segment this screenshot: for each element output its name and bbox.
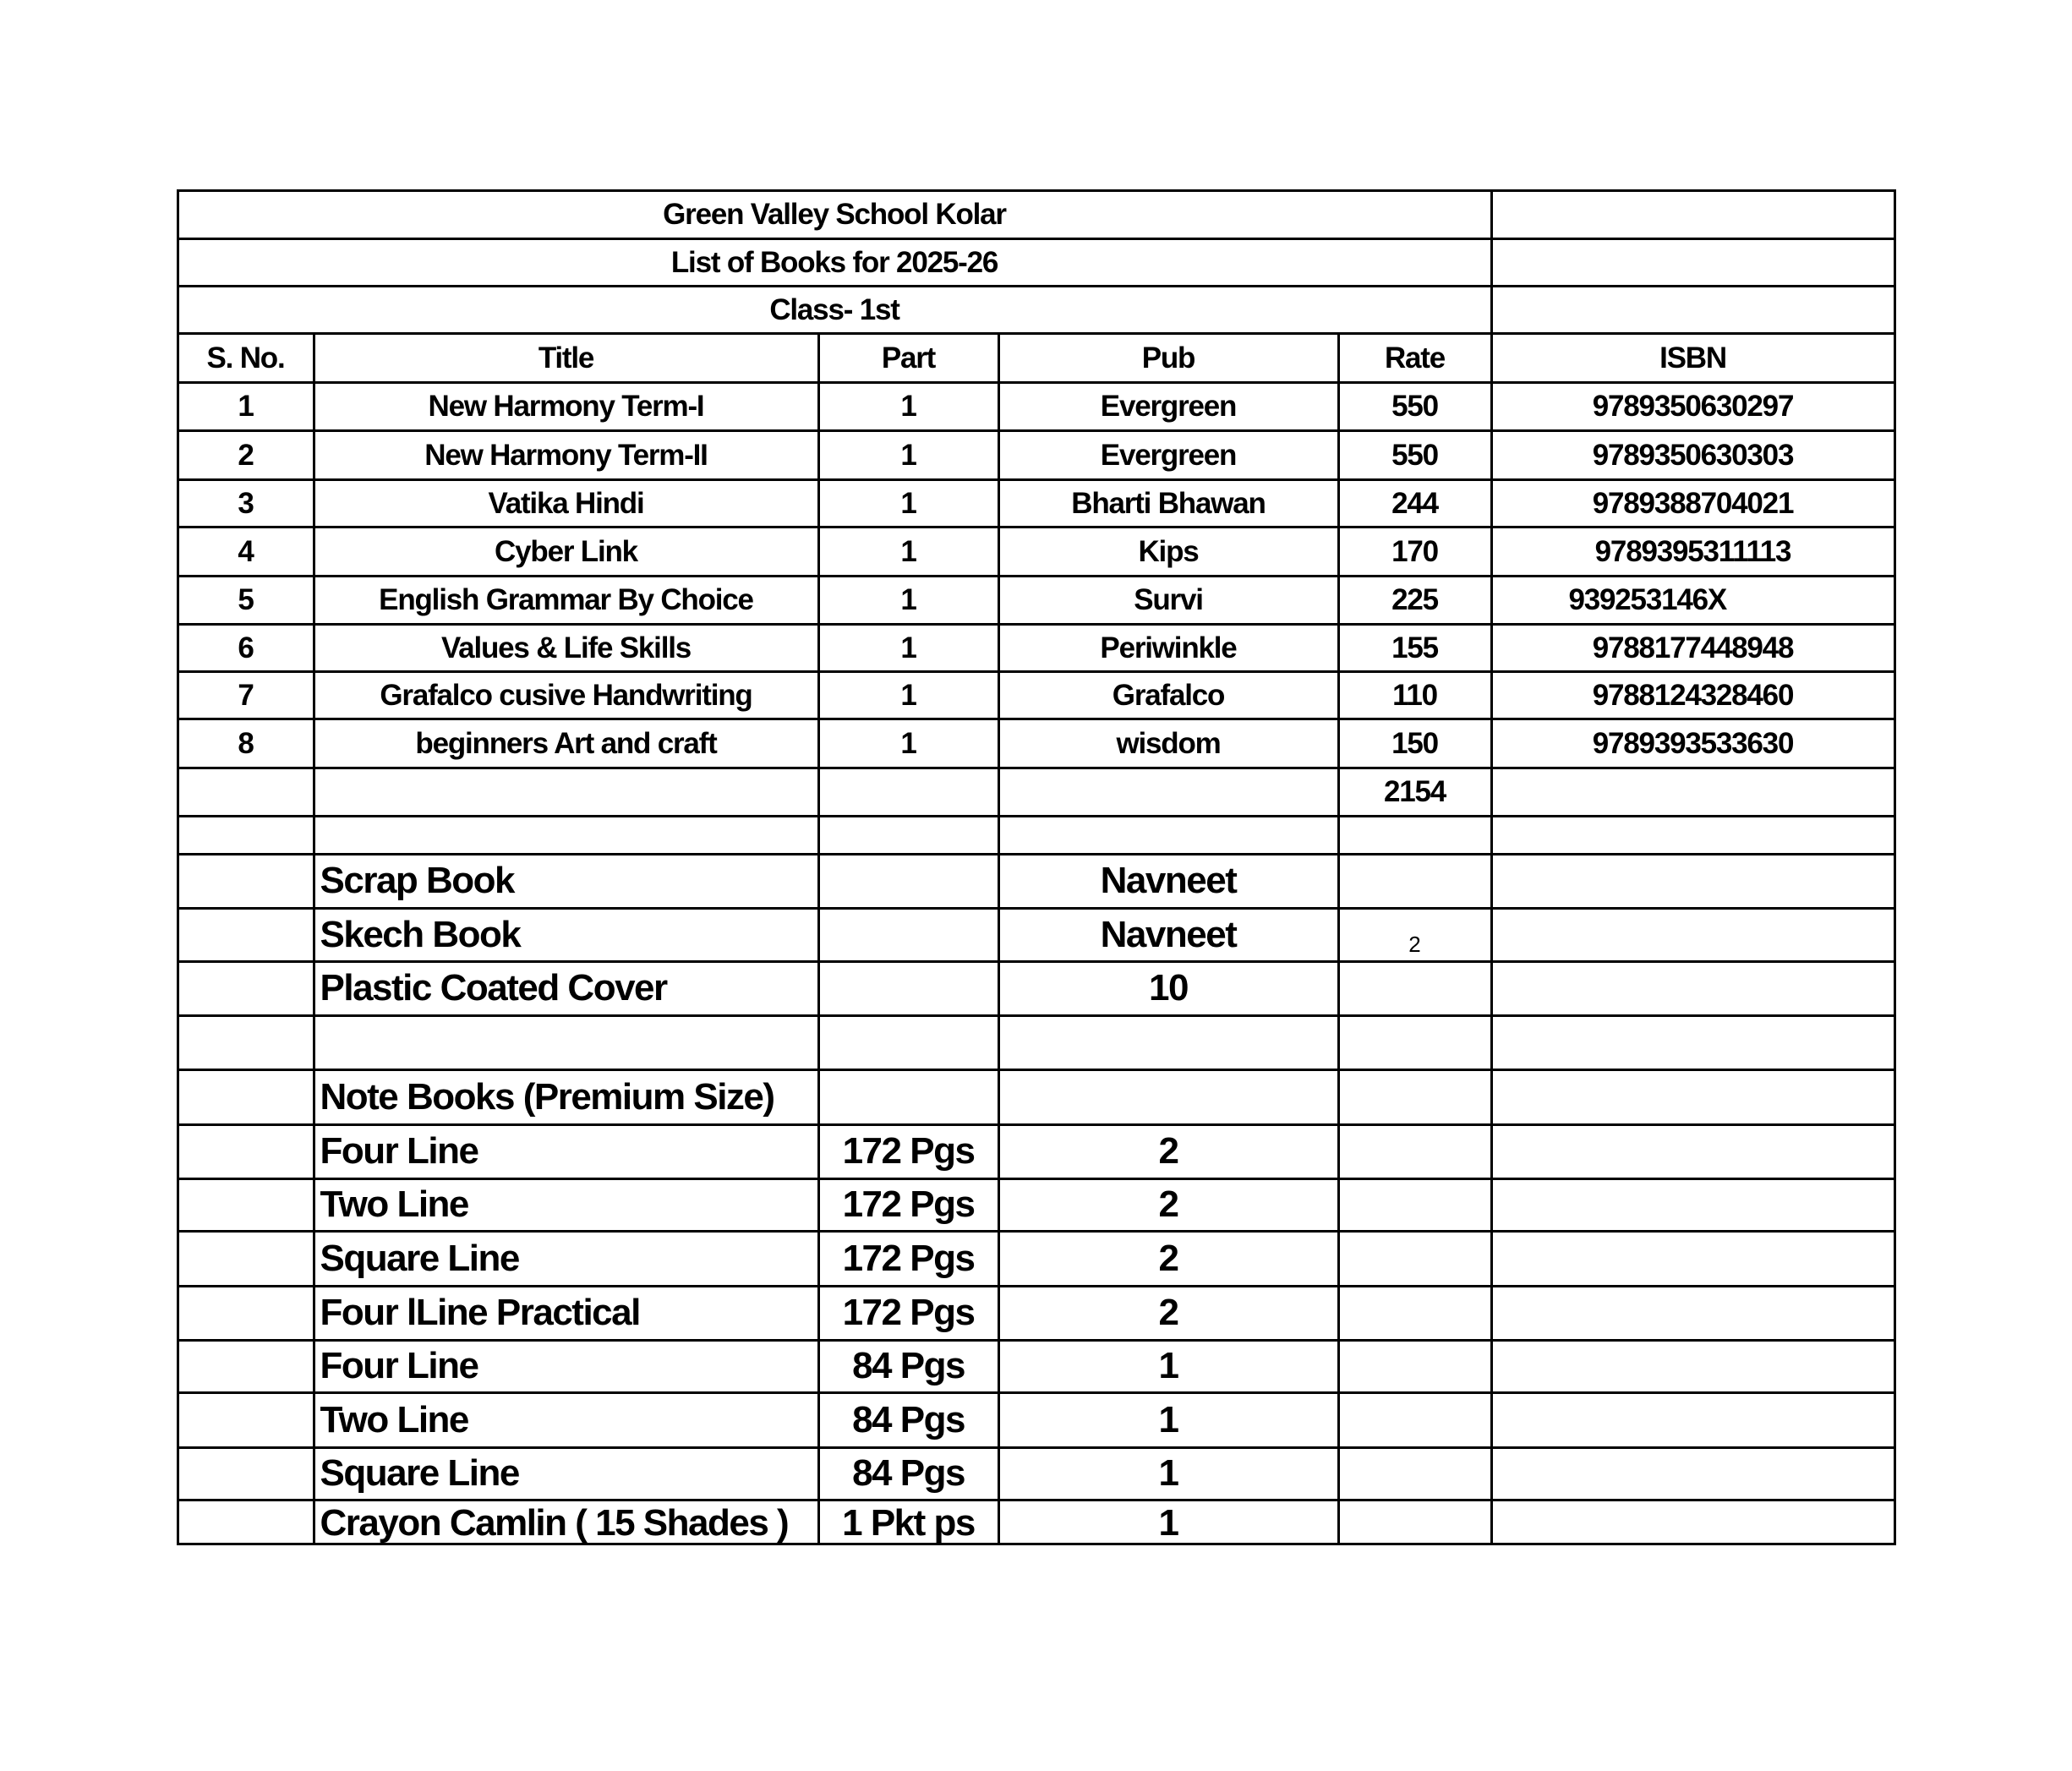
book-pub: Evergreen (1100, 390, 1237, 423)
book-sno-cell (177, 718, 315, 769)
book-title: Cyber Link (495, 534, 637, 568)
book-title-cell (313, 381, 820, 432)
book-rate-cell (1337, 670, 1493, 720)
notebook-item-cell (313, 1391, 820, 1449)
book-sno-cell (177, 526, 315, 577)
book-isbn-cell (1490, 381, 1896, 432)
total-empty-part-cell (817, 767, 1000, 817)
spacer-isbn-cell (1490, 815, 1896, 855)
book-rate-cell (1337, 381, 1493, 432)
book-sno-cell (177, 623, 315, 673)
notebook-item: Crayon Camlin ( 15 Shades ) (320, 1501, 789, 1544)
notebook-qty: 1 (1158, 1398, 1178, 1440)
notebook-item: Square Line (320, 1237, 519, 1279)
book-isbn: 9788177448948 (1592, 631, 1794, 664)
stationery-pub-cell (998, 853, 1340, 910)
book-part-cell (817, 575, 1000, 626)
stationery-isbn-cell (1490, 907, 1896, 963)
book-title-cell (313, 478, 820, 528)
book-part: 1 (900, 678, 916, 712)
notebook-isbn-cell (1490, 1285, 1896, 1342)
book-rate-cell (1337, 718, 1493, 769)
book-isbn-cell (1490, 623, 1896, 673)
book-isbn: 939253146X (1568, 583, 1727, 616)
notebook-item-cell (313, 1446, 820, 1501)
book-pub: Periwinkle (1100, 631, 1237, 664)
book-isbn: 9789388704021 (1592, 486, 1794, 520)
notebook-rate-cell (1337, 1123, 1493, 1180)
spacer2-pub-cell (998, 1014, 1340, 1071)
notebook-rate-cell (1337, 1285, 1493, 1342)
notebook-sno-cell (177, 1339, 315, 1394)
notebook-qty: 1 (1158, 1452, 1178, 1494)
notebook-pages: 172 Pgs (842, 1130, 975, 1172)
notebook-rate-cell (1337, 1339, 1493, 1394)
column-header-title-cell (313, 332, 820, 384)
book-part: 1 (900, 438, 916, 472)
book-part: 1 (900, 486, 916, 520)
notebook-qty: 2 (1158, 1237, 1178, 1279)
notebook-qty-cell (998, 1446, 1340, 1501)
notebook-pages: 172 Pgs (842, 1183, 975, 1225)
book-sno-cell (177, 575, 315, 626)
book-isbn-cell (1490, 526, 1896, 577)
notebook-isbn-cell (1490, 1178, 1896, 1233)
class-label: Class- 1st (769, 292, 899, 326)
column-header-sno-cell (177, 332, 315, 384)
book-isbn: 9789393533630 (1592, 726, 1794, 760)
book-rate: 225 (1391, 583, 1438, 616)
spacer2-isbn-cell (1490, 1014, 1896, 1071)
notebook-item-cell (313, 1178, 820, 1233)
book-rate-cell (1337, 575, 1493, 626)
column-header-part: Part (881, 341, 936, 374)
column-header-rate-cell (1337, 332, 1493, 384)
book-part-cell (817, 623, 1000, 673)
notebooks-heading-empty-part-cell (817, 1069, 1000, 1126)
notebook-isbn-cell (1490, 1123, 1896, 1180)
notebook-qty: 2 (1158, 1130, 1178, 1172)
notebooks-heading: Note Books (Premium Size) (320, 1075, 774, 1118)
book-part: 1 (900, 534, 916, 568)
book-sno-cell (177, 429, 315, 481)
notebooks-heading-empty-rate-cell (1337, 1069, 1493, 1126)
book-rate: 244 (1391, 486, 1438, 520)
column-header-pub: Pub (1141, 341, 1195, 374)
spacer-pub-cell (998, 815, 1340, 855)
book-title: New Harmony Term-I (428, 390, 704, 423)
book-rate-cell (1337, 623, 1493, 673)
book-sno: 4 (238, 534, 254, 568)
notebook-pages-cell (817, 1178, 1000, 1233)
list-title-cell (177, 238, 1493, 287)
book-rate: 550 (1391, 438, 1438, 472)
column-header-pub-cell (998, 332, 1340, 384)
book-pub: Grafalco (1112, 678, 1225, 712)
book-title-cell (313, 575, 820, 626)
stationery-pub: Navneet (1100, 860, 1237, 901)
book-title: Vatika Hindi (488, 486, 644, 520)
notebook-qty-cell (998, 1339, 1340, 1394)
notebooks-heading-sno-cell (177, 1069, 315, 1126)
book-pub-cell (998, 478, 1340, 528)
book-rate: 150 (1391, 726, 1438, 760)
notebook-item: Two Line (320, 1183, 468, 1225)
book-sno-cell (177, 381, 315, 432)
notebook-qty: 2 (1158, 1292, 1178, 1333)
notebook-sno-cell (177, 1123, 315, 1180)
stationery-part-cell (817, 853, 1000, 910)
book-sno-cell (177, 478, 315, 528)
book-rate: 155 (1391, 631, 1438, 664)
notebook-sno-cell (177, 1230, 315, 1287)
book-pub: Evergreen (1100, 438, 1237, 472)
book-isbn: 9788124328460 (1592, 678, 1794, 712)
stationery-item-cell (313, 960, 820, 1017)
book-pub: Survi (1134, 583, 1203, 616)
book-pub: Kips (1138, 534, 1199, 568)
book-pub-cell (998, 526, 1340, 577)
stationery-rate: 2 (1408, 931, 1421, 957)
book-title-cell (313, 670, 820, 720)
spacer2-part-cell (817, 1014, 1000, 1071)
total-rate-cell (1337, 767, 1493, 817)
notebook-item-cell (313, 1499, 820, 1545)
book-sno: 5 (238, 583, 254, 616)
total-empty-pub-cell (998, 767, 1340, 817)
book-pub-cell (998, 670, 1340, 720)
book-sno: 3 (238, 486, 254, 520)
total-rate: 2154 (1383, 775, 1446, 808)
book-title: Grafalco cusive Handwriting (380, 678, 752, 712)
notebook-qty-cell (998, 1499, 1340, 1545)
column-header-title: Title (538, 341, 594, 374)
stationery-pub-cell (998, 960, 1340, 1017)
notebook-isbn-cell (1490, 1339, 1896, 1394)
book-part: 1 (900, 583, 916, 616)
stationery-isbn-cell (1490, 853, 1896, 910)
book-title-cell (313, 429, 820, 481)
notebook-pages: 84 Pgs (852, 1452, 965, 1494)
stationery-pub-cell (998, 907, 1340, 963)
school-name-cell (177, 189, 1493, 240)
notebook-pages-cell (817, 1499, 1000, 1545)
book-isbn: 9789350630303 (1592, 438, 1794, 472)
spacer-sno-cell (177, 815, 315, 855)
book-title: English Grammar By Choice (379, 583, 753, 616)
book-part-cell (817, 478, 1000, 528)
stationery-part-cell (817, 960, 1000, 1017)
notebook-item-cell (313, 1339, 820, 1394)
notebook-pages-cell (817, 1123, 1000, 1180)
spacer2-title-cell (313, 1014, 820, 1071)
notebook-pages: 172 Pgs (842, 1292, 975, 1333)
book-rate: 170 (1391, 534, 1438, 568)
column-header-rate: Rate (1384, 341, 1446, 374)
notebook-sno-cell (177, 1391, 315, 1449)
notebook-rate-cell (1337, 1499, 1493, 1545)
notebook-isbn-cell (1490, 1391, 1896, 1449)
school-name: Green Valley School Kolar (663, 198, 1006, 231)
stationery-pub: 10 (1149, 967, 1188, 1008)
book-part: 1 (900, 726, 916, 760)
book-title-cell (313, 718, 820, 769)
book-sno: 1 (238, 390, 254, 423)
column-header-isbn-cell (1490, 332, 1896, 384)
stationery-isbn-cell (1490, 960, 1896, 1017)
notebook-item: Four Line (320, 1130, 478, 1172)
notebook-pages-cell (817, 1391, 1000, 1449)
title-right-cell (1490, 189, 1896, 240)
spacer-title-cell (313, 815, 820, 855)
notebook-qty-cell (998, 1285, 1340, 1342)
notebook-pages-cell (817, 1285, 1000, 1342)
notebook-item: Two Line (320, 1398, 468, 1440)
notebook-pages-cell (817, 1230, 1000, 1287)
notebook-sno-cell (177, 1178, 315, 1233)
book-title: Values & Life Skills (440, 631, 692, 664)
notebook-rate-cell (1337, 1446, 1493, 1501)
book-isbn-cell (1490, 478, 1896, 528)
book-sno: 2 (238, 438, 254, 472)
spacer-rate-cell (1337, 815, 1493, 855)
total-empty-isbn-cell (1490, 767, 1896, 817)
book-pub: wisdom (1116, 726, 1221, 760)
book-sno-cell (177, 670, 315, 720)
book-part-cell (817, 381, 1000, 432)
book-rate-cell (1337, 429, 1493, 481)
notebook-sno-cell (177, 1285, 315, 1342)
stationery-rate-cell (1337, 853, 1493, 910)
book-isbn-cell (1490, 575, 1896, 626)
spacer2-sno-cell (177, 1014, 315, 1071)
notebook-pages-cell (817, 1446, 1000, 1501)
notebooks-heading-empty-isbn-cell (1490, 1069, 1896, 1126)
notebook-rate-cell (1337, 1391, 1493, 1449)
stationery-pub: Navneet (1100, 913, 1237, 955)
book-isbn: 9789350630297 (1592, 390, 1794, 423)
notebook-item: Square Line (320, 1452, 519, 1494)
book-part: 1 (900, 631, 916, 664)
book-rate: 550 (1391, 390, 1438, 423)
book-title-cell (313, 623, 820, 673)
notebooks-heading-empty-pub-cell (998, 1069, 1340, 1126)
notebook-sno-cell (177, 1446, 315, 1501)
book-part-cell (817, 670, 1000, 720)
notebook-pages-cell (817, 1339, 1000, 1394)
class-label-cell (177, 285, 1493, 335)
spacer2-rate-cell (1337, 1014, 1493, 1071)
notebook-isbn-cell (1490, 1446, 1896, 1501)
stationery-item: Skech Book (320, 913, 521, 955)
notebook-isbn-cell (1490, 1230, 1896, 1287)
stationery-rate-cell (1337, 907, 1493, 963)
book-sno: 6 (238, 631, 254, 664)
notebooks-heading-cell (313, 1069, 820, 1126)
column-header-isbn: ISBN (1659, 341, 1726, 374)
stationery-sno-cell (177, 960, 315, 1017)
book-sno: 7 (238, 678, 254, 712)
book-isbn: 9789395311113 (1594, 534, 1791, 568)
book-pub-cell (998, 381, 1340, 432)
notebook-rate-cell (1337, 1178, 1493, 1233)
notebook-item: Four Line (320, 1345, 478, 1386)
book-rate-cell (1337, 478, 1493, 528)
stationery-item-cell (313, 853, 820, 910)
book-pub-cell (998, 429, 1340, 481)
list-title: List of Books for 2025-26 (670, 245, 998, 279)
book-pub-cell (998, 718, 1340, 769)
column-header-sno: S. No. (206, 341, 285, 374)
stationery-item: Scrap Book (320, 860, 515, 901)
class-label-right-cell (1490, 285, 1896, 335)
notebook-qty-cell (998, 1230, 1340, 1287)
book-title: beginners Art and craft (415, 726, 717, 760)
book-rate: 110 (1392, 678, 1437, 712)
book-isbn-cell (1490, 718, 1896, 769)
stationery-item: Plastic Coated Cover (320, 967, 667, 1008)
notebook-pages: 84 Pgs (852, 1398, 965, 1440)
spacer-part-cell (817, 815, 1000, 855)
stationery-part-cell (817, 907, 1000, 963)
notebook-isbn-cell (1490, 1499, 1896, 1545)
notebook-item: Four lLine Practical (320, 1292, 640, 1333)
book-part-cell (817, 429, 1000, 481)
notebook-qty: 2 (1158, 1183, 1178, 1225)
stationery-rate-cell (1337, 960, 1493, 1017)
notebook-qty-cell (998, 1123, 1340, 1180)
total-empty-sno-cell (177, 767, 315, 817)
column-header-part-cell (817, 332, 1000, 384)
notebook-qty-cell (998, 1178, 1340, 1233)
notebook-item-cell (313, 1285, 820, 1342)
notebook-item-cell (313, 1230, 820, 1287)
notebook-pages: 172 Pgs (842, 1237, 975, 1279)
book-part-cell (817, 526, 1000, 577)
book-rate-cell (1337, 526, 1493, 577)
stationery-sno-cell (177, 853, 315, 910)
notebook-rate-cell (1337, 1230, 1493, 1287)
book-pub: Bharti Bhawan (1071, 486, 1266, 520)
notebook-pages: 1 Pkt ps (842, 1501, 975, 1544)
book-isbn-cell (1490, 670, 1896, 720)
list-title-right-cell (1490, 238, 1896, 287)
book-sno: 8 (238, 726, 254, 760)
notebook-sno-cell (177, 1499, 315, 1545)
notebook-qty-cell (998, 1391, 1340, 1449)
book-part-cell (817, 718, 1000, 769)
book-title: New Harmony Term-II (424, 438, 708, 472)
notebook-pages: 84 Pgs (852, 1345, 965, 1386)
book-pub-cell (998, 575, 1340, 626)
stationery-item-cell (313, 907, 820, 963)
book-pub-cell (998, 623, 1340, 673)
stationery-sno-cell (177, 907, 315, 963)
book-isbn-cell (1490, 429, 1896, 481)
notebook-item-cell (313, 1123, 820, 1180)
book-part: 1 (900, 390, 916, 423)
total-empty-title-cell (313, 767, 820, 817)
notebook-qty: 1 (1158, 1501, 1178, 1544)
notebook-qty: 1 (1158, 1345, 1178, 1386)
book-title-cell (313, 526, 820, 577)
